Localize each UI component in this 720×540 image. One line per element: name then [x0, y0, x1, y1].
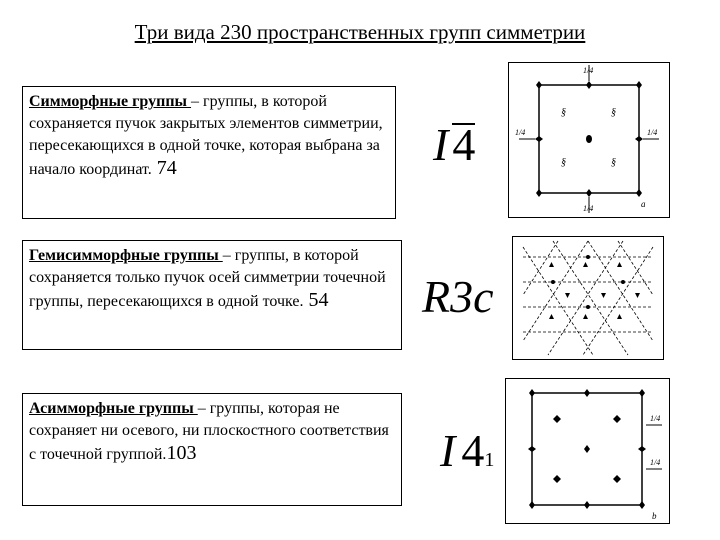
symbol-i-4bar	[433, 118, 475, 171]
symbol-overlined-digit: 4	[452, 119, 476, 170]
symmetry-diagram-i41	[505, 378, 670, 524]
count-asymmorphic: 103	[166, 442, 197, 464]
symmetry-diagram-i4bar	[508, 62, 670, 218]
count-hemisymmorphic: 54	[303, 289, 329, 311]
label-quarter: 1/4	[583, 204, 594, 213]
svg-text:§: §	[561, 157, 566, 168]
label-quarter: 1/4	[583, 66, 594, 75]
symbol-letter: R	[422, 271, 451, 322]
label-b: b	[652, 511, 657, 521]
symbol-rest: 3c	[450, 271, 494, 322]
definition-asymmorphic: – группы, которая не сохраняет ни осевого, ни плоскостного соответствия с точечной группой.	[29, 400, 389, 463]
symbol-subscript: 1	[484, 449, 495, 471]
diagram-r3c-svg	[513, 237, 663, 359]
label-quarter: 1/4	[650, 458, 661, 467]
section-hemisymmorphic	[22, 240, 402, 350]
section-symmorphic	[22, 86, 396, 219]
symbol-letter: I	[433, 119, 449, 170]
label-a: a	[641, 199, 646, 209]
page-title: Три вида 230 пространственных групп симметрии	[134, 20, 586, 44]
diagram-i4bar-svg	[509, 63, 669, 217]
label-quarter: 1/4	[650, 414, 661, 423]
label-quarter: 1/4	[647, 128, 658, 137]
svg-text:§: §	[611, 107, 616, 118]
definition-hemisymmorphic: – группы, в которой сохраняется только пучок осей симметрии точечной группы, пересекающихся в одной точке.	[29, 247, 386, 310]
definition-symmorphic: – группы, в которой сохраняется пучок закрытых элементов симметрии, пересекающихся в одной точке, которая выбрана за начало координат.	[29, 93, 383, 178]
term-asymmorphic: Асимморфные группы	[29, 400, 198, 417]
label-quarter: 1/4	[515, 128, 526, 137]
symbol-r3c	[422, 270, 494, 323]
diagram-i41-svg	[506, 379, 669, 523]
symmetry-diagram-r3c	[512, 236, 664, 360]
term-symmorphic: Симморфные группы	[29, 93, 192, 110]
symbol-i4-1	[440, 424, 494, 477]
section-asymmorphic	[22, 393, 402, 506]
count-symmorphic: 74	[151, 157, 177, 179]
svg-text:§: §	[611, 157, 616, 168]
symbol-rest: 4	[461, 425, 485, 476]
svg-text:§: §	[561, 107, 566, 118]
symbol-letter: I	[440, 425, 456, 476]
term-hemisymmorphic: Гемисимморфные группы	[29, 247, 223, 264]
